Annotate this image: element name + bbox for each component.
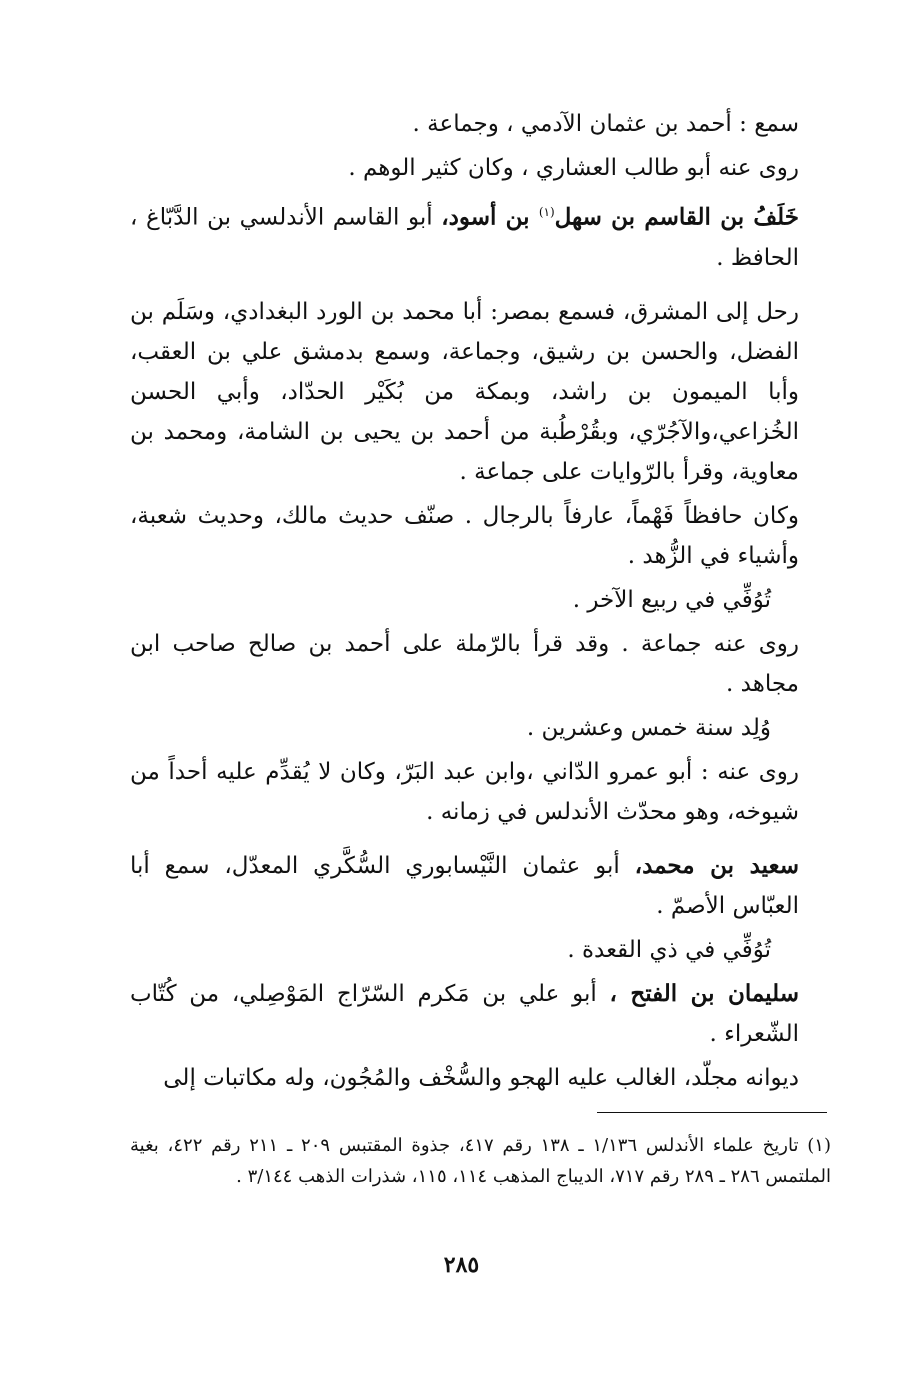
footnote-divider bbox=[597, 1112, 827, 1113]
footnote: (١) تاريخ علماء الأندلس ١/١٣٦ ـ ١٣٨ رقم ٤١٧، جذوة المقتبس ٢٠٩ ـ ٢١١ رقم ٤٢٢، بغية الملتمس ٢٨٦ ـ ٢٨٩ رقم ٧١٧، الديباج المذهب ١١٤، ١١٥، شذرات الذهب ٣/١٤٤ . bbox=[130, 1135, 831, 1187]
paragraph-4: رحل إلى المشرق، فسمع بمصر: أبا محمد بن الورد البغدادي، وسَلَم بن الفضل، والحسن بن رشيق، وجماعة، وسمع بدمشق علي بن العقب، وأبا الميمون بن راشد، وبمكة من بُكَيْر الحدّاد، وأبي الحسن الخُزاعي،والآجُرّي، وبقُرْطُبة من أحمد بن يحيى بن الشامة، ومحمد بن معاوية، وقرأ بالرّوايات على جماعة . bbox=[130, 298, 799, 485]
paragraph-5: وكان حافظاً فَهْماً، عارفاً بالرجال . صنّف حديث مالك، وحديث شعبة، وأشياء في الزُّهد . bbox=[130, 502, 799, 569]
paragraph-9: روى عنه : أبو عمرو الدّاني ،وابن عبد البَرّ، وكان لا يُقدِّم عليه أحداً من شيوخه، وهو محدّث الأندلس في زمانه . bbox=[130, 758, 799, 825]
paragraph-2: روى عنه أبو طالب العشاري ، وكان كثير الوهم . bbox=[348, 155, 799, 181]
entry-said: سعيد بن محمد، أبو عثمان النَّيْسابوري السُّكَّري المعدّل، سمع أبا العبّاس الأصمّ . bbox=[130, 851, 799, 919]
entry-khalaf: خَلَفُ بن القاسم بن سهل$^{(١)}$ بن أسود، أبو القاسم الأندلسي بن الدَّبّاغ ، الحافظ . bbox=[130, 203, 799, 271]
paragraph-8: وُلِد سنة خمس وعشرين . bbox=[526, 714, 771, 741]
paragraph-6: تُوُفِّي في ربيع الآخر . bbox=[572, 586, 771, 613]
main-text bbox=[130, 104, 831, 1102]
entry-name: خَلَفُ بن القاسم بن سهل bbox=[554, 203, 799, 231]
entry-name-cont: بن أسود، bbox=[441, 203, 539, 231]
paragraph-1: سمع : أحمد بن عثمان الآدمي ، وجماعة . bbox=[412, 111, 799, 137]
footnote-ref: (١) bbox=[538, 205, 555, 219]
entry-name: سليمان بن الفتح ، bbox=[609, 979, 799, 1007]
paragraph-13: ديوانه مجلّد، الغالب عليه الهجو والسُّخْف والمُجُون، وله مكاتبات إلى bbox=[163, 1064, 799, 1091]
entry-name: سعيد بن محمد، bbox=[634, 851, 799, 879]
page-number: ٢٨٥ bbox=[443, 1252, 480, 1278]
paragraph-11: تُوُفِّي في ذي القعدة . bbox=[567, 936, 771, 963]
paragraph-7: روى عنه جماعة . وقد قرأ بالرّملة على أحمد بن صالح صاحب ابن مجاهد . bbox=[130, 630, 799, 697]
entry-sulayman: سليمان بن الفتح ، أبو علي بن مَكرم السّرّاج المَوْصِلي، من كُتّاب الشّعراء . bbox=[130, 979, 799, 1047]
